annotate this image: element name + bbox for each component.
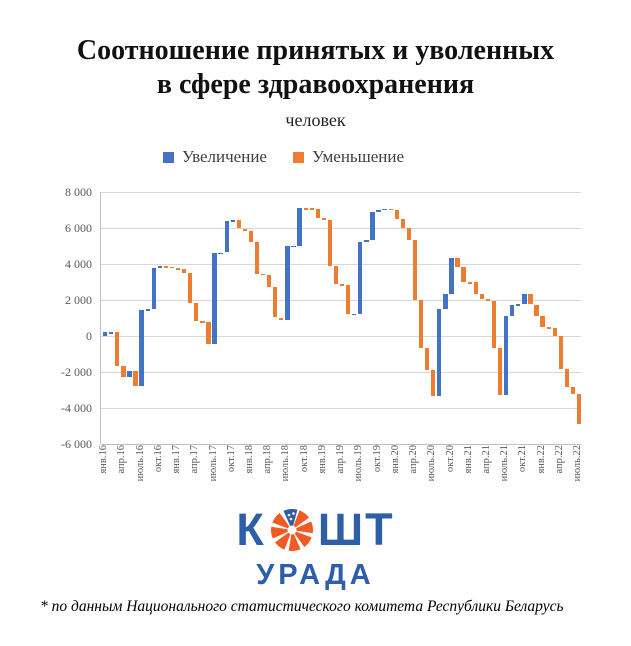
waterfall-bar [237, 220, 241, 229]
x-axis-tick-label: апр.19 [335, 445, 347, 474]
gridline [101, 300, 581, 301]
waterfall-bar [194, 303, 198, 321]
y-axis-tick-label: -4 000 [61, 401, 92, 415]
gridline [101, 264, 581, 265]
waterfall-bar [103, 332, 107, 336]
waterfall-bar [322, 218, 326, 220]
waterfall-bar [401, 219, 405, 228]
waterfall-bar [200, 321, 204, 323]
waterfall-bar [534, 305, 538, 317]
y-axis-tick-label: 6 000 [65, 221, 92, 235]
x-axis-tick-label: апр.17 [189, 445, 201, 474]
waterfall-bar [164, 266, 168, 268]
x-axis-tick-label: апр.18 [262, 445, 274, 474]
legend-item-decrease [293, 147, 404, 167]
waterfall-bar [504, 316, 508, 395]
x-axis-tick-label: июль.16 [134, 445, 146, 482]
legend-label-decrease: Уменьшение [311, 147, 405, 166]
segmented-ball-icon [268, 506, 316, 554]
x-axis-tick-label: июль.20 [426, 445, 438, 482]
x-axis-tick-label: окт.18 [298, 445, 310, 473]
x-axis-tick-label: окт.20 [444, 445, 456, 473]
legend-item-increase [163, 147, 267, 167]
waterfall-bar [206, 322, 210, 345]
decrease-swatch-icon [293, 152, 304, 163]
waterfall-bar [522, 294, 526, 304]
x-axis-tick-label: июль.21 [499, 445, 511, 482]
x-axis-tick-label: окт.21 [517, 445, 529, 473]
waterfall-bar [492, 301, 496, 347]
x-axis-tick-label: апр.22 [553, 445, 565, 474]
waterfall-bar [188, 273, 192, 302]
waterfall-bar [449, 258, 453, 294]
waterfall-bar [437, 309, 441, 397]
waterfall-bar [109, 332, 113, 334]
x-axis-tick-label: янв.19 [316, 445, 328, 474]
x-axis-tick-label: янв.22 [535, 445, 547, 474]
waterfall-bar [559, 336, 563, 369]
waterfall-bar [127, 371, 131, 377]
x-axis-tick-label: июль.22 [572, 445, 584, 482]
waterfall-bar [510, 305, 514, 317]
waterfall-bar [218, 253, 222, 255]
waterfall-bar [486, 299, 490, 301]
waterfall-bar [468, 282, 472, 284]
x-axis-tick-label: янв.18 [244, 445, 255, 474]
x-axis-tick-label: янв.17 [171, 445, 183, 474]
waterfall-bar [455, 258, 459, 267]
waterfall-bar [346, 285, 350, 314]
waterfall-bar [328, 220, 332, 266]
waterfall-bar [176, 268, 180, 270]
x-axis-tick-label: окт.16 [152, 445, 164, 473]
waterfall-bar [358, 242, 362, 314]
waterfall-bar [419, 300, 423, 348]
plot-area [100, 192, 581, 444]
waterfall-bar [212, 253, 216, 344]
waterfall-bar [376, 210, 380, 213]
x-axis-tick-label: июль.17 [207, 445, 219, 482]
gridline [101, 336, 581, 337]
increase-swatch-icon [163, 152, 174, 163]
waterfall-bar [225, 221, 229, 253]
x-axis-tick-label: янв.21 [462, 445, 474, 474]
waterfall-bar [425, 348, 429, 370]
waterfall-bar [461, 267, 465, 282]
x-axis-tick-label: июль.19 [353, 445, 365, 482]
waterfall-bar [170, 267, 174, 269]
waterfall-bar [395, 210, 399, 219]
waterfall-bar [370, 212, 374, 240]
gridline [101, 228, 581, 229]
waterfall-bar [565, 369, 569, 387]
waterfall-bar [273, 287, 277, 317]
chart-title-line2: в сфере здравоохранения [156, 69, 475, 100]
chart-title-line1: Соотношение принятых и уволенных [76, 35, 555, 66]
waterfall-bar [498, 348, 502, 395]
waterfall-bar [431, 370, 435, 397]
waterfall-bar [540, 316, 544, 327]
waterfall-bar [364, 240, 368, 242]
waterfall-bar [474, 282, 478, 294]
waterfall-bar [182, 269, 186, 273]
kosht-urada-logo [0, 506, 631, 592]
waterfall-bar [413, 240, 417, 300]
waterfall-bar [571, 387, 575, 394]
x-axis-tick-label: апр.21 [480, 445, 492, 474]
waterfall-bar [304, 208, 308, 210]
logo-letters-sht: ШТ [317, 504, 395, 555]
waterfall-bar [158, 266, 162, 268]
chart-title [0, 34, 631, 102]
waterfall-bar [577, 394, 581, 424]
logo-word-urada: УРАДА [256, 559, 375, 591]
waterfall-bar [243, 229, 247, 231]
x-axis-tick-label: окт.19 [371, 445, 383, 473]
waterfall-bar [146, 309, 150, 311]
legend-label-increase: Увеличение [181, 147, 267, 166]
y-axis-tick-label: -2 000 [61, 365, 92, 379]
y-axis-tick-label: 2 000 [65, 293, 92, 307]
waterfall-bar [231, 220, 235, 222]
x-axis-tick-label: янв.20 [389, 445, 401, 474]
gridline [101, 372, 581, 373]
waterfall-bar [267, 275, 271, 288]
waterfall-bar [115, 332, 119, 366]
waterfall-bar [389, 209, 393, 211]
waterfall-bar [310, 208, 314, 210]
gridline [101, 192, 581, 193]
waterfall-bar [407, 228, 411, 240]
waterfall-bar [547, 327, 551, 329]
waterfall-bar [285, 246, 289, 320]
x-axis-tick-label: окт.17 [225, 445, 237, 473]
y-axis-tick-label: 4 000 [65, 257, 92, 271]
waterfall-bar [121, 366, 125, 378]
gridline [101, 408, 581, 409]
waterfall-bar [249, 231, 253, 242]
waterfall-bar [255, 242, 259, 274]
waterfall-bar [340, 284, 344, 286]
waterfall-bar [382, 209, 386, 211]
y-axis-tick-label: 0 [86, 329, 92, 343]
logo-top-row [0, 506, 631, 554]
waterfall-bar [334, 266, 338, 284]
waterfall-bar [291, 246, 295, 248]
chart-legend [0, 147, 599, 167]
source-footnote: * по данным Национального статистического комитета Республики Беларусь [40, 598, 564, 615]
y-axis-tick-label: -6 000 [61, 437, 92, 451]
x-axis-tick-label: апр.16 [116, 445, 128, 474]
y-axis-tick-label: 8 000 [65, 185, 92, 199]
waterfall-bar [139, 310, 143, 387]
waterfall-bar [553, 328, 557, 337]
waterfall-bar [480, 294, 484, 299]
waterfall-bar [279, 318, 283, 320]
waterfall-bar [316, 209, 320, 218]
x-axis-tick-label: июль.18 [280, 445, 292, 482]
waterfall-bar [352, 314, 356, 316]
waterfall-bar [261, 274, 265, 276]
waterfall-bar [443, 294, 447, 309]
chart-units-label: человек [285, 110, 346, 130]
waterfall-bar [516, 304, 520, 306]
x-axis-tick-label: апр.20 [408, 445, 419, 474]
x-axis-tick-label: янв.16 [98, 445, 110, 474]
waterfall-bar [133, 371, 137, 386]
logo-letter-k: К [236, 504, 266, 555]
waterfall-bar [297, 208, 301, 246]
waterfall-bar [152, 268, 156, 309]
waterfall-bar [528, 294, 532, 305]
